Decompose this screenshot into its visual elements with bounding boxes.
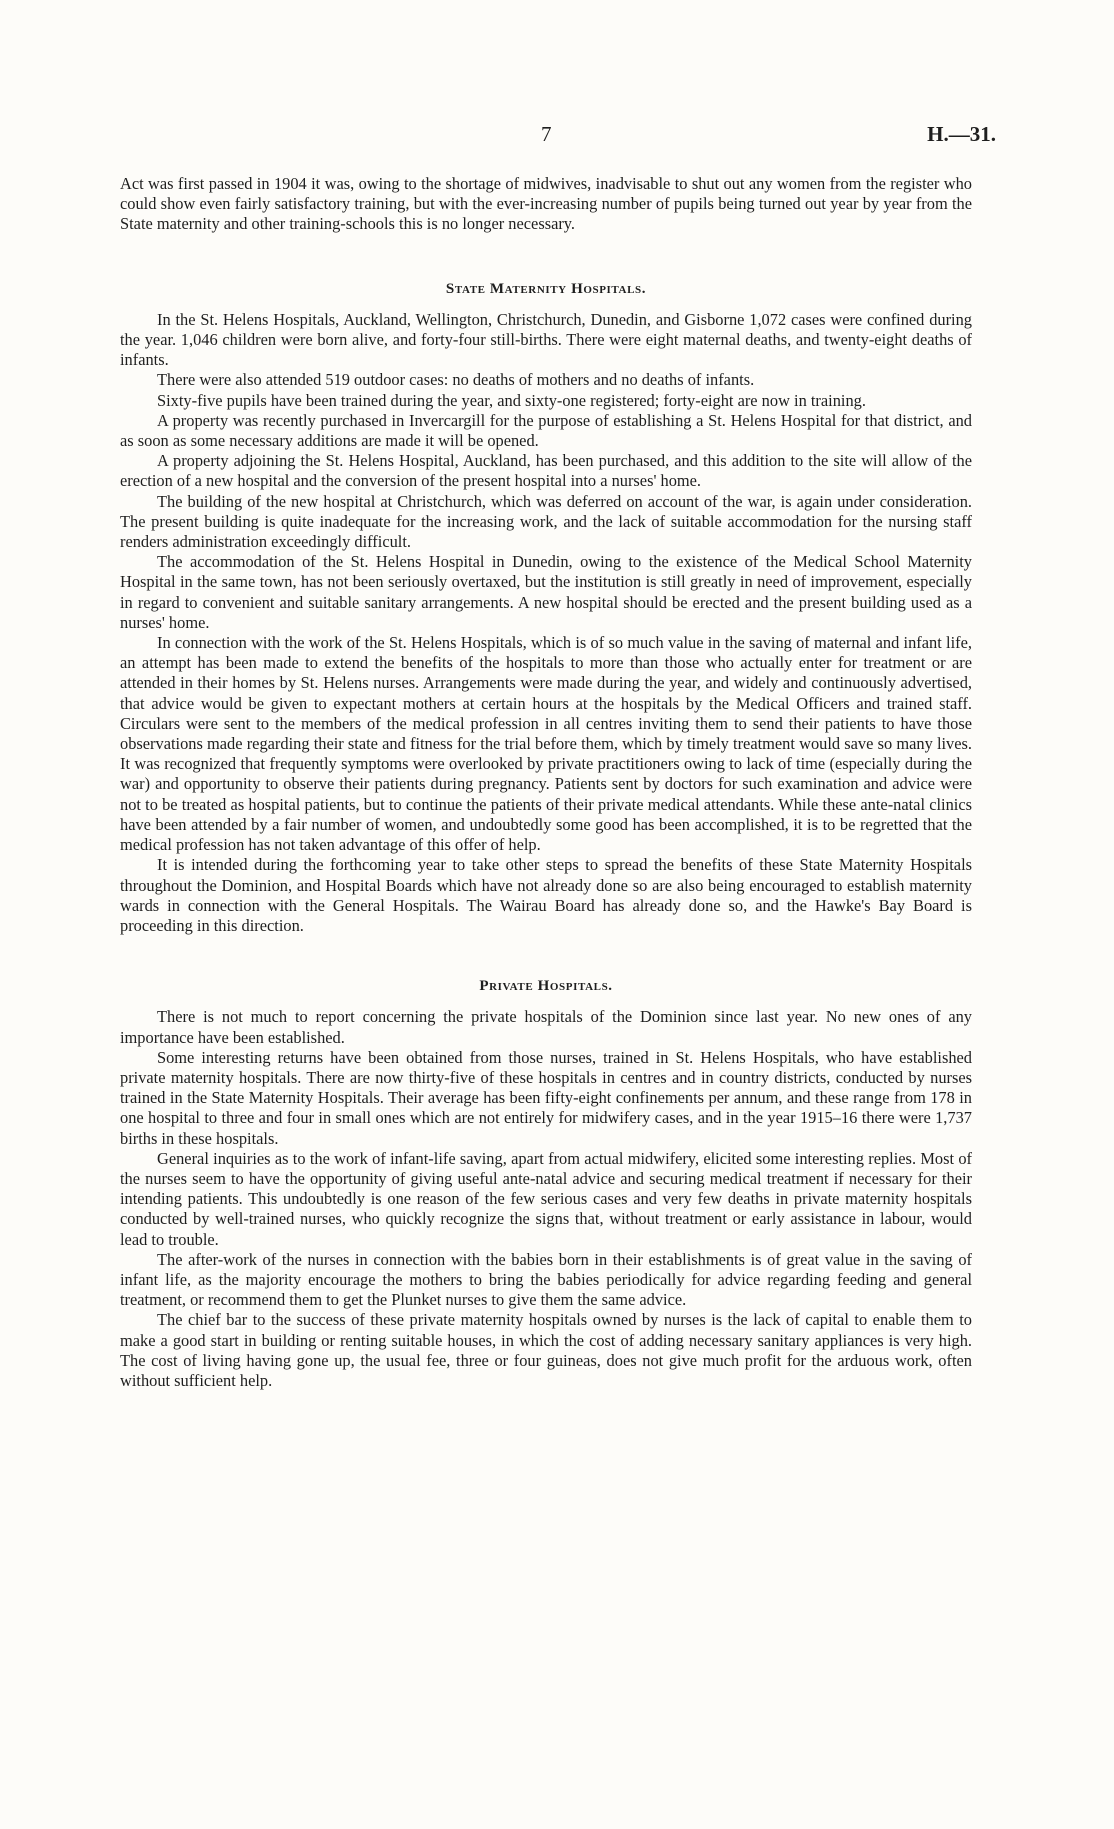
paragraph: There is not much to report concerning the private hospitals of the Dominion since last year. No new ones of any importance have been established. <box>120 1007 972 1047</box>
paragraph: General inquiries as to the work of infant-life saving, apart from actual midwifery, elicited some interesting replies. Most of the nurses seem to have the opportunity of giving useful ante-natal advice and securing medical treatment if necessary for their intending patients. This undoubtedly is one reason of the few serious cases and very few deaths in private maternity hospitals conducted by well-trained nurses, who quickly recognize the signs that, without treatment or early assistance in labour, would lead to trouble. <box>120 1148 972 1249</box>
paragraph: Sixty-five pupils have been trained during the year, and sixty-one registered; forty-eight are now in training. <box>157 390 866 410</box>
paragraph: A property adjoining the St. Helens Hospital, Auckland, has been purchased, and this addition to the site will allow of the erection of a new hospital and the conversion of the present hospital into a nurses' home. <box>120 451 972 491</box>
paragraph: The building of the new hospital at Christchurch, which was deferred on account of the war, is again under consideration. The present building is quite inadequate for the increasing work, and the lack of suitable accommodation for the nursing staff renders administration exceedingly difficult. <box>120 491 972 552</box>
section-heading-state-maternity: State Maternity Hospitals. <box>445 280 647 297</box>
paragraph: The accommodation of the St. Helens Hospital in Dunedin, owing to the existence of the Medical School Maternity Hospital in the same town, has not been seriously overtaxed, but the institution is still greatly in need of improvement, especially in regard to convenient and suitable sanitary arrangements. A new hospital should be erected and the present building used as a nurses' home. <box>120 552 972 632</box>
paragraph: Some interesting returns have been obtained from those nurses, trained in St. Helens Hospitals, who have established private maternity hospitals. There are now thirty-five of these hospitals in centres and in country districts, conducted by nurses trained in the State Maternity Hospitals. Their average has been fifty-eight confinements per annum, and these range from 178 in one hospital to three and four in small ones which are not entirely for midwifery cases, and in the year 1915–16 there were 1,737 births in these hospitals. <box>120 1047 972 1148</box>
section-heading-private-hospitals: Private Hospitals. <box>479 978 613 995</box>
paragraph: In connection with the work of the St. Helens Hospitals, which is of so much value in the saving of maternal and infant life, an attempt has been made to extend the benefits of the hospitals to more than those who actually enter for treatment or are attended in their homes by St. Helens nurses. Arrangements were made during the year, and widely and continuously advertised, that advice would be given to expectant mothers at certain hours at the hospitals by the Medical Officers and trained staff. Circulars were sent to the members of the medical profession in all centres inviting them to send their patients to have those observations made regarding their state and fitness for the trial before them, which by timely treatment would save so many lives. It was recognized that frequently symptoms were overlooked by private practitioners owing to lack of time (especially during the war) and opportunity to observe their patients during pregnancy. Patients sent by doctors for such examination and advice were not to be treated as hospital patients, but to continue the patients of their private medical attendants. While these ante-natal clinics have been attended by a fair number of women, and undoubtedly some good has been accomplished, it is to be regretted that the medical profession has not taken advantage of this offer of help. <box>120 633 972 855</box>
paragraph: In the St. Helens Hospitals, Auckland, Wellington, Christchurch, Dunedin, and Gisborne 1,072 cases were confined during the year. 1,046 children were born alive, and forty-four still-births. There were eight maternal deaths, and twenty-eight deaths of infants. <box>120 309 972 370</box>
paragraph: It is intended during the forthcoming year to take other steps to spread the benefits of these State Maternity Hospitals throughout the Dominion, and Hospital Boards which have not already done so are also being encouraged to establish maternity wards in connection with the General Hospitals. The Wairau Board has already done so, and the Hawke's Bay Board is proceeding in this direction. <box>120 855 972 935</box>
intro-paragraph: Act was first passed in 1904 it was, owing to the shortage of midwives, inadvisable to shut out any women from the register who could show even fairly satisfactory training, but with the ever-increasing number of pupils being turned out year by year from the State maternity and other training-schools this is no longer necessary. <box>120 174 972 234</box>
paragraph: A property was recently purchased in Invercargill for the purpose of establishing a St. Helens Hospital for that district, and as soon as some necessary additions are made it will be opened. <box>120 410 972 451</box>
document-reference: H.—31. <box>927 122 996 146</box>
paragraph: There were also attended 519 outdoor cases: no deaths of mothers and no deaths of infants. <box>157 370 755 390</box>
document-body <box>120 174 972 1391</box>
page-number: 7 <box>541 122 552 146</box>
paragraph: The chief bar to the success of these private maternity hospitals owned by nurses is the lack of capital to enable them to make a good start in building or renting suitable houses, in which the cost of adding necessary sanitary appliances is very high. The cost of living having gone up, the usual fee, three or four guineas, does not give much profit for the arduous work, often without sufficient help. <box>120 1310 972 1390</box>
paragraph: The after-work of the nurses in connection with the babies born in their establishments is of great value in the saving of infant life, as the majority encourage the mothers to bring the babies periodically for advice regarding feeding and general treatment, or recommend them to get the Plunket nurses to give them the same advice. <box>120 1249 972 1310</box>
